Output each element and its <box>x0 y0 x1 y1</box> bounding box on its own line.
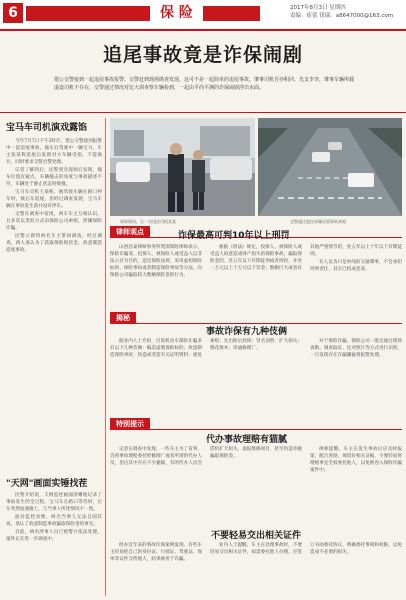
section-title: 保 险 <box>150 4 203 22</box>
section-tag: 特别提示 <box>110 418 150 430</box>
paragraph: 民警立即将两名车主带回调查，经过调查，两人承认为了获取保险赔偿金，故意制造追尾事故。 <box>6 234 102 253</box>
column-divider <box>105 118 106 596</box>
lead-rule <box>0 112 406 113</box>
lead-paragraph: 错公交警接到一起追尾事故报警。交警赶到现场勘查发现，这可不是一起简单的追尾事故，肇事司机吾亦积同、先支李李，肇事车辆所载虚设司机不存在，交警通过情况对比大调查察车辆检到，一起由平尚平测的诈保闹剧浮出水面。 <box>54 77 355 91</box>
sidebar-heading-2: "天网"画面实锤找茬 <box>6 479 88 489</box>
photo-caption-right: 交警通过监控录像还原事故真相 <box>290 219 346 224</box>
page-number: 6 <box>3 3 23 23</box>
sidebar-body-1 <box>6 138 102 470</box>
paragraph: 今年7月7日下午2时许，错公交警接到报警中一起追尾事故，撞车后驾驶中一辆宝马，车主张某称追尾后发现对方车辆受损，不能离开，同时要求交警出警处理。 <box>6 139 102 165</box>
paragraph: 记者了解到后，民警到达现场后发现，撞车位置有疑点，车辆撞击的角度与事故描述不符，车辆处于静止状态时被撞。 <box>6 168 102 187</box>
sidebar-body-2 <box>6 492 102 596</box>
paragraph: 业内人士提醒，车主在处理事故时，不要轻易交出相关证件，如需委托他人办理，应签订书面委托协议，明确委托事项和权限，以免造成不必要的损失。 <box>210 543 402 555</box>
photo-accident-scene-image <box>110 118 255 216</box>
header-bar <box>26 6 260 21</box>
paragraph: 对于保险诈骗，保险公司一般会通过现场查勘、调查取证、比对照片等方式进行识别，一旦发现存在诈骗嫌疑将报警处理。 <box>310 339 402 358</box>
photo-surveillance-image <box>258 118 402 216</box>
paragraph: 律师提醒，车主在发生事故后应及时报案，配合查勘，保留好相关证据，不要轻易将理赔事宜全权委托他人，以免被卷入保险诈骗案件中。 <box>310 447 402 473</box>
paragraph: 交警在调查中发现，两车车主互相认识，且多次以类似方式向保险公司索赔，涉嫌保险诈骗。 <box>6 212 102 231</box>
paragraph: 据业内人士介绍，目前机动车保险诈骗多有以下几种伎俩：编造虚假保险标的；故意制造保险事故；伪造或变造有关证明资料；重复索赔；先出险后投保；冒名顶替；扩大损失；移花接木；串通修理厂。 <box>110 339 302 358</box>
section-body <box>110 446 402 520</box>
issue-date: 2017年8月3日 星期四 <box>290 5 346 11</box>
sidebar-heading-1: 宝马车司机演戏露馅 <box>6 123 88 133</box>
photo-caption-left: 事故现场，左一为违法司机张某 <box>120 219 176 224</box>
main-headline: 追尾事故竟是诈保闹剧 <box>102 44 303 66</box>
section-body <box>110 244 402 308</box>
section-heading: 诈保最高可判10年以上刑罚 <box>178 231 290 241</box>
paragraph: 有人以为只是单纯的交通肇事，不会承担刑事责任，其实已构成犯罪。 <box>310 260 402 272</box>
paragraph: 目前，两名涉事人员已被警方依法处理，案件正在进一步调查中。 <box>6 530 102 542</box>
section-body <box>110 542 402 596</box>
paragraph: 山西昌泰律师事务所资深保险律师表示，保险诈骗罪，投保人、被保险人或受益人以非法占有为目的，违反保险法规，采用虚构保险标的、保险事故或者制造保险事故等方法，向保险公司骗取较大数额保险金的行为。 <box>110 245 202 278</box>
section-body <box>110 338 402 410</box>
section-heading: 事故诈保有九种伎俩 <box>206 327 288 337</box>
paragraph: 面对监控录像，两名当事人无法自圆其说，承认了故意制造事故骗取保险金的事实。 <box>6 515 102 527</box>
paragraph: 记者在调查中发现，一些车主为了省事，会将事故理赔委托给修理厂或者所谓的代办人员，但这其中存在不少猫腻，有的代办人员会借机扩大损失、虚报维修项目，甚至伪造单据骗取保险金。 <box>110 447 302 466</box>
page-header <box>0 0 406 28</box>
paragraph: 民警介绍说，天网监控画面清晰地记录了事故发生的全过程，宝马车在路口等待时，后车突然加速撞上，与当事人所述情况不一致。 <box>6 493 102 512</box>
section-tag: 律师观点 <box>110 226 150 238</box>
photo-surveillance <box>258 118 402 216</box>
header-rule <box>0 29 406 31</box>
section-reveal <box>110 312 402 324</box>
paragraph: 宝马车司机王某称，他驾驶车辆在路口停车时，被后车追尾，但经过调查发现，宝马车辆在事故发生前并没有停车。 <box>6 190 102 209</box>
paragraph: 经办近年来的事故诈保案例发现，有些车主轻易把自己的身份证、行驶证、驾驶证、保单等证件交给他人，结果被用于诈骗。 <box>110 543 202 562</box>
editor-line: 责编：崔蕾 钮瑞：a8647000@163.com <box>290 13 394 19</box>
section-tag: 揭秘 <box>110 312 136 324</box>
header-meta <box>290 4 393 20</box>
paragraph: 根据《刑法》规定，投保人、被保险人或受益人故意造成财产损失的保险事故，骗取保险金的，处五年以下有期徒刑或者拘役，并处一万元以上十万元以下罚金；数额巨大或者有其他严重情节的，处五年以上十年以下有期徒刑。 <box>210 245 402 271</box>
section-rule <box>110 429 402 430</box>
photo-accident-scene <box>110 118 255 216</box>
section-heading: 代办事故理赔有猫腻 <box>206 435 288 445</box>
section-special-notice <box>110 418 402 430</box>
section-heading: 不要轻易交出相关证件 <box>210 531 301 541</box>
